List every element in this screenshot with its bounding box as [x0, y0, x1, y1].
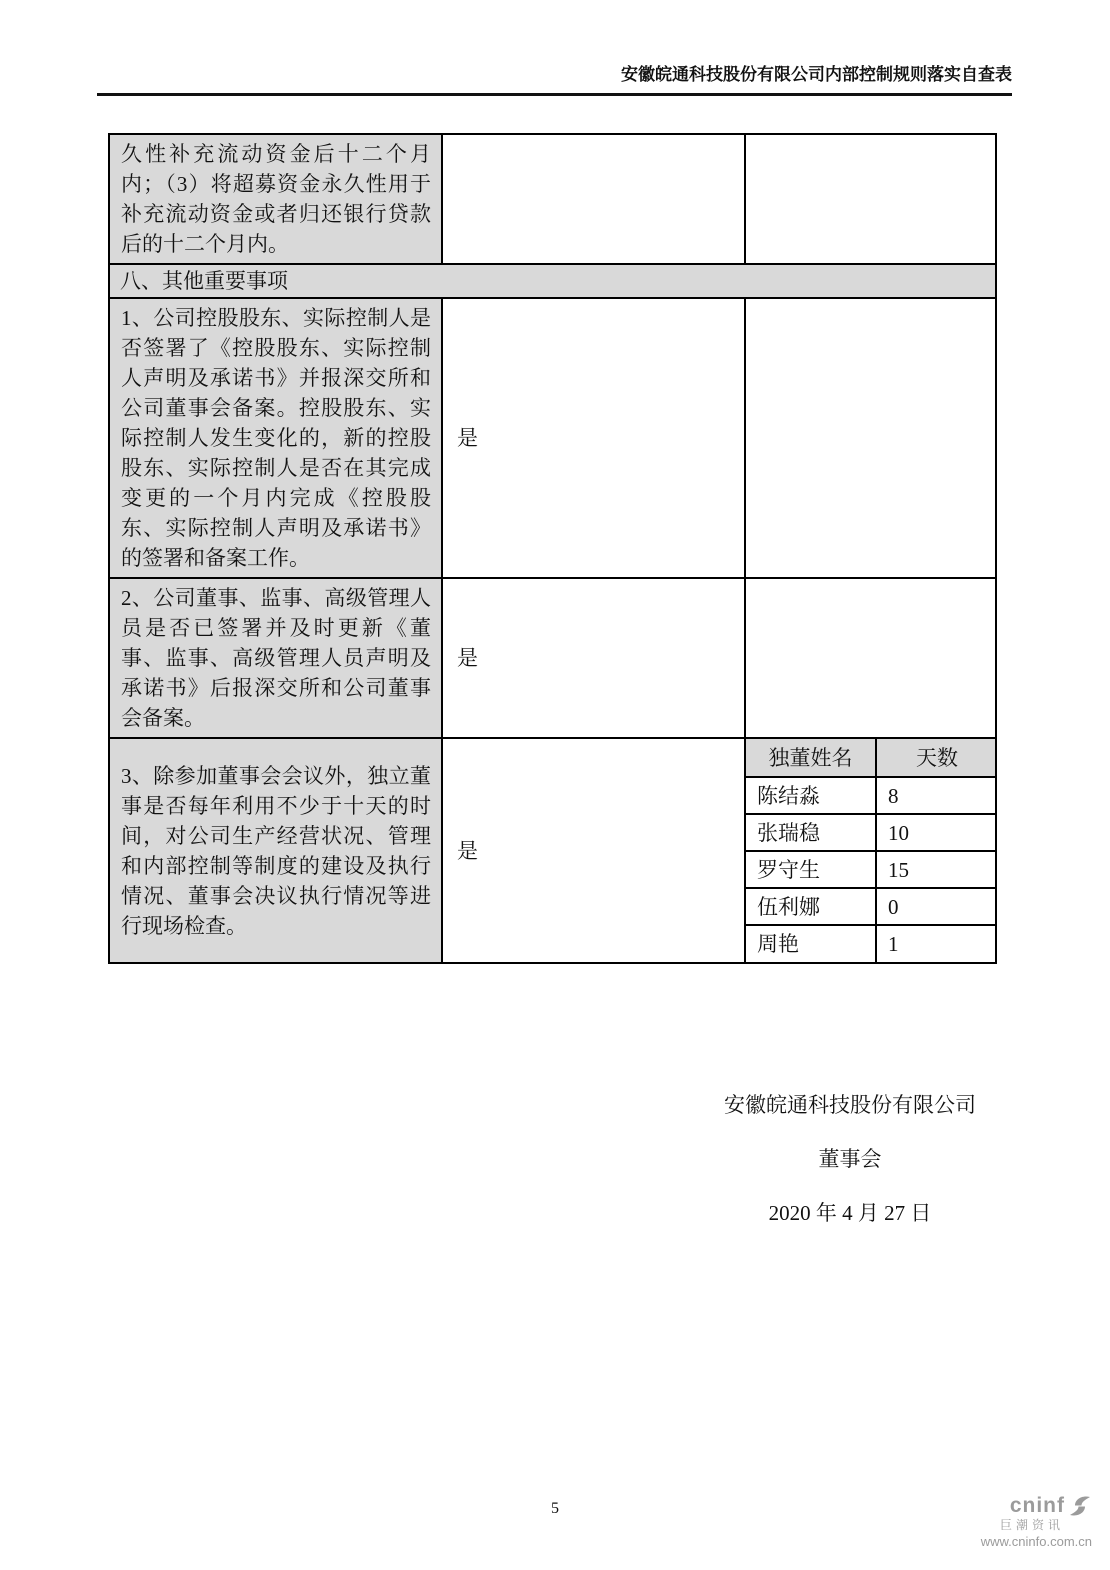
question-1-cell: 1、公司控股股东、实际控制人是否签署了《控股股东、实际控制人声明及承诺书》并报深交所和公司董事会备案。控股股东、实际控制人发生变化的，新的控股股东、实际控制人是否在其完成变更的一个月内完成《控股股东、实际控制人声明及承诺书》的签署和备案工作。: [109, 298, 442, 578]
carryover-question-cell: 久性补充流动资金后十二个月内；（3）将超募资金永久性用于补充流动资金或者归还银行贷款后的十二个月内。: [109, 134, 442, 264]
cninfo-logo-url: www.cninfo.com.cn: [980, 1533, 1092, 1549]
director-row: [746, 777, 996, 814]
directors-header-row: [746, 739, 996, 777]
question-2-cell: 2、公司董事、监事、高级管理人员是否已签署并及时更新《董事、监事、高级管理人员声明及承诺书》后报深交所和公司董事会备案。: [109, 578, 442, 738]
carryover-note-cell: [745, 134, 996, 264]
directors-name-header: 独董姓名: [746, 739, 876, 777]
director-row: [746, 851, 996, 888]
table-row-carryover: [109, 134, 996, 264]
independent-directors-table: [746, 739, 996, 962]
note-2-cell: [745, 578, 996, 738]
signature-block: [610, 1088, 1090, 1250]
director-days: 10: [876, 814, 996, 851]
director-name: 陈结淼: [746, 777, 876, 814]
director-days: 15: [876, 851, 996, 888]
directors-table-cell: [745, 738, 996, 963]
cninfo-logo: [942, 1494, 1092, 1550]
signature-issuer: 董事会: [818, 1147, 882, 1171]
self-inspection-table: [108, 133, 997, 964]
table-row-q2: [109, 578, 996, 738]
director-name: 张瑞稳: [746, 814, 876, 851]
signature-date: 2020 年 4 月 27 日: [768, 1201, 932, 1225]
table-row-q1: [109, 298, 996, 578]
note-1-cell: [745, 298, 996, 578]
table-row-q3: [109, 738, 996, 963]
director-days: 8: [876, 777, 996, 814]
answer-1-cell: 是: [442, 298, 745, 578]
director-name: 伍利娜: [746, 888, 876, 925]
cninfo-swirl-icon: [1068, 1494, 1092, 1518]
answer-3-cell: 是: [442, 738, 745, 963]
director-days: 0: [876, 888, 996, 925]
answer-2-cell: 是: [442, 578, 745, 738]
director-row: [746, 888, 996, 925]
director-days: 1: [876, 925, 996, 962]
director-row: [746, 814, 996, 851]
section-header-cell: 八、其他重要事项: [109, 264, 996, 298]
directors-days-header: 天数: [876, 739, 996, 777]
cninfo-logo-subtitle: 巨潮资讯: [999, 1518, 1064, 1533]
director-name: 罗守生: [746, 851, 876, 888]
signature-company: 安徽皖通科技股份有限公司: [724, 1093, 976, 1117]
cninfo-logo-wordmark: cninf: [1009, 1494, 1065, 1517]
director-name: 周艳: [746, 925, 876, 962]
carryover-answer-cell: [442, 134, 745, 264]
question-3-cell: 3、除参加董事会会议外，独立董事是否每年利用不少于十天的时间，对公司生产经营状况、管理和内部控制等制度的建设及执行情况、董事会决议执行情况等进行现场检查。: [109, 738, 442, 963]
running-header-title: 安徽皖通科技股份有限公司内部控制规则落实自查表: [97, 60, 1012, 96]
table-row-section-header: [109, 264, 996, 298]
page-number: 5: [551, 1500, 559, 1517]
director-row: [746, 925, 996, 962]
